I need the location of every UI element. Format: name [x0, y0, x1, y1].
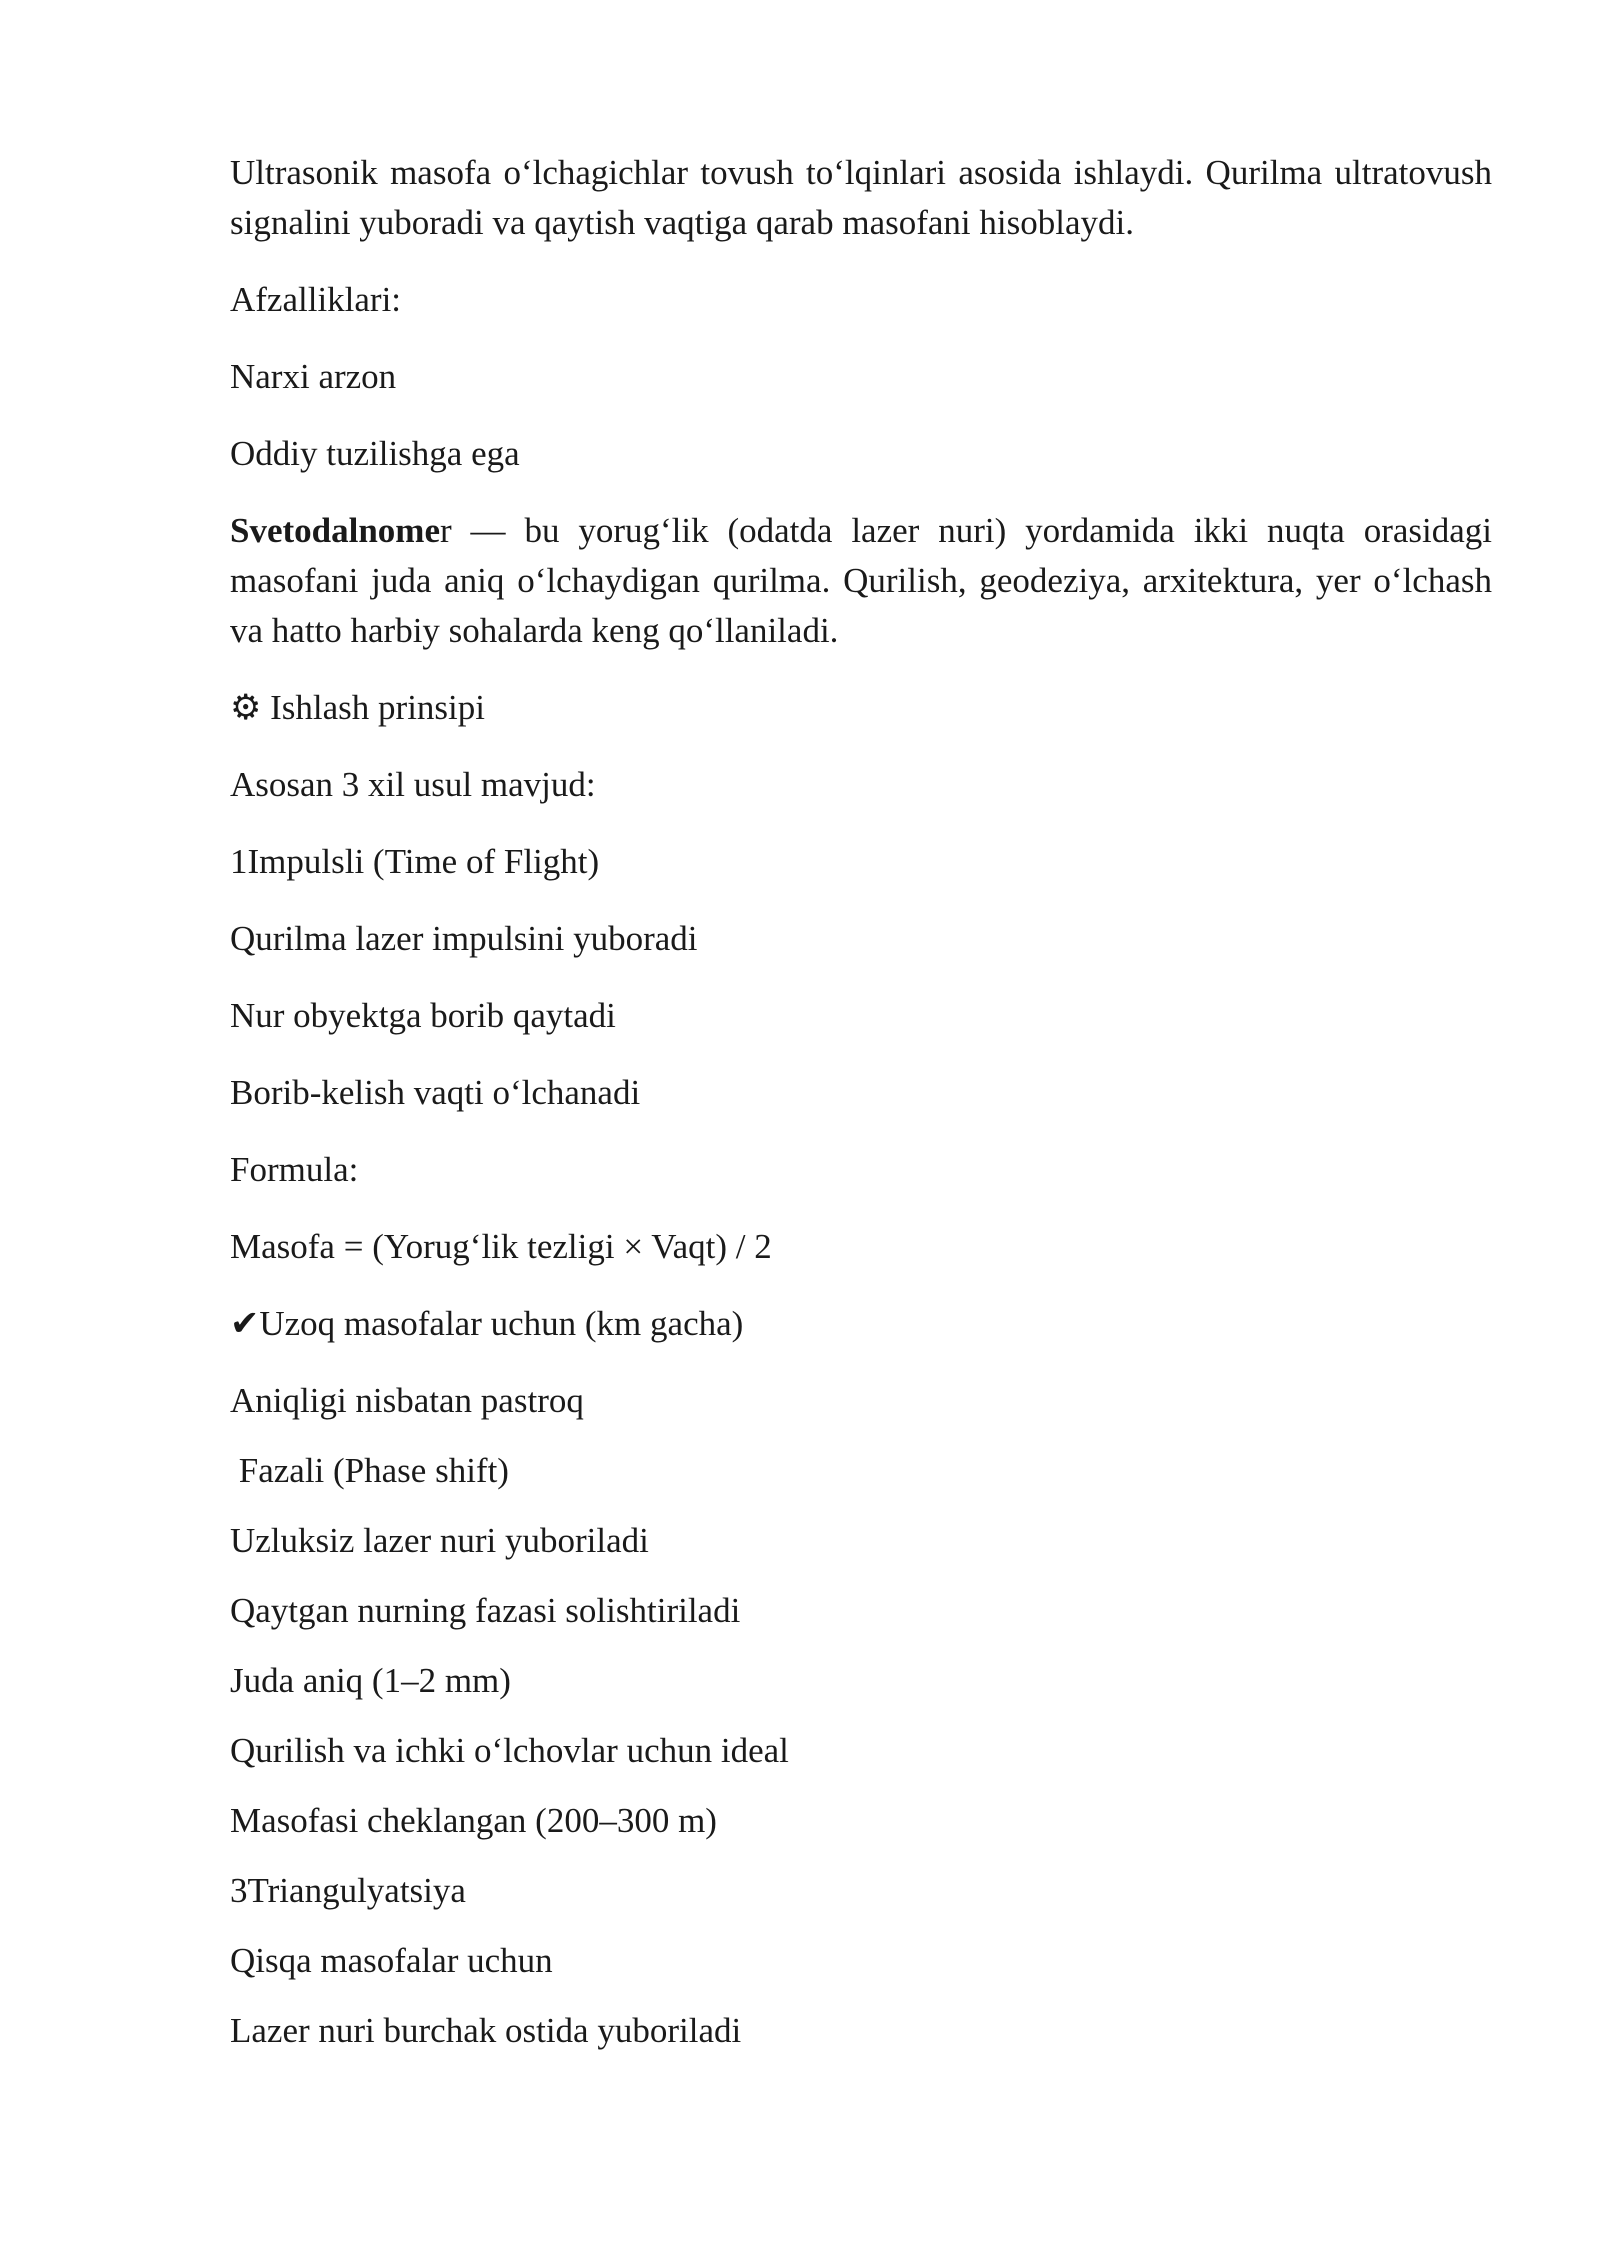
svetodalnomer-term: Svetodalnome: [230, 511, 440, 550]
method-3-angle: Lazer nuri burchak ostida yuboriladi: [230, 2011, 742, 2050]
method-1-step-return: Nur obyektga borib qaytadi: [230, 996, 616, 1035]
method-2-use: Qurilish va ichki o‘lchovlar uchun ideal: [230, 1731, 789, 1770]
method-1-long-range: [230, 1299, 1492, 1349]
checkmark-icon: ✔: [230, 1304, 260, 1343]
method-1-step-send: Qurilma lazer impulsini yuboradi: [230, 919, 698, 958]
formula-label: Formula:: [230, 1150, 359, 1189]
advantage-item-cheap: Narxi arzon: [230, 357, 397, 396]
method-1-accuracy: Aniqligi nisbatan pastroq: [230, 1381, 584, 1420]
advantage-item-simple: Oddiy tuzilishga ega: [230, 434, 520, 473]
working-principle-heading: [230, 683, 1492, 733]
gear-icon: ⚙: [230, 688, 262, 727]
method-3-short-range: Qisqa masofalar uchun: [230, 1941, 553, 1980]
formula-text: Masofa = (Yorug‘lik tezligi × Vaqt) / 2: [230, 1227, 772, 1266]
method-1-step-measure: Borib-kelish vaqti o‘lchanadi: [230, 1073, 641, 1112]
document-body: [230, 148, 1492, 2076]
svetodalnomer-paragraph: [230, 506, 1492, 656]
method-3-heading: 3Triangulyatsiya: [230, 1871, 466, 1910]
working-principle-label: Ishlash prinsipi: [261, 688, 485, 727]
method-2-heading: Fazali (Phase shift): [230, 1451, 509, 1490]
method-1-heading: 1Impulsli (Time of Flight): [230, 842, 600, 881]
advantages-heading: Afzalliklari:: [230, 280, 402, 319]
method-2-step-phase: Qaytgan nurning fazasi solishtiriladi: [230, 1591, 741, 1630]
method-2-accuracy: Juda aniq (1–2 mm): [230, 1661, 511, 1700]
methods-intro: Asosan 3 xil usul mavjud:: [230, 765, 596, 804]
method-1-long-range-label: Uzoq masofalar uchun (km gacha): [259, 1304, 744, 1343]
method-2-step-continuous: Uzluksiz lazer nuri yuboriladi: [230, 1521, 649, 1560]
svetodalnomer-description: r — bu yorug‘lik (odatda lazer nuri) yordamida ikki nuqta orasidagi masofani juda aniq o‘lchaydigan qurilma. Qurilish, geodeziya, arxitektura, yer o‘lchash va hatto harbiy sohalarda keng qo‘llaniladi.: [230, 511, 1492, 650]
intro-paragraph-ultrasonic: Ultrasonik masofa o‘lchagichlar tovush to‘lqinlari asosida ishlaydi. Qurilma ultratovush signalini yuboradi va qaytish vaqtiga qarab masofani hisoblaydi.: [230, 153, 1492, 242]
method-2-range: Masofasi cheklangan (200–300 m): [230, 1801, 717, 1840]
